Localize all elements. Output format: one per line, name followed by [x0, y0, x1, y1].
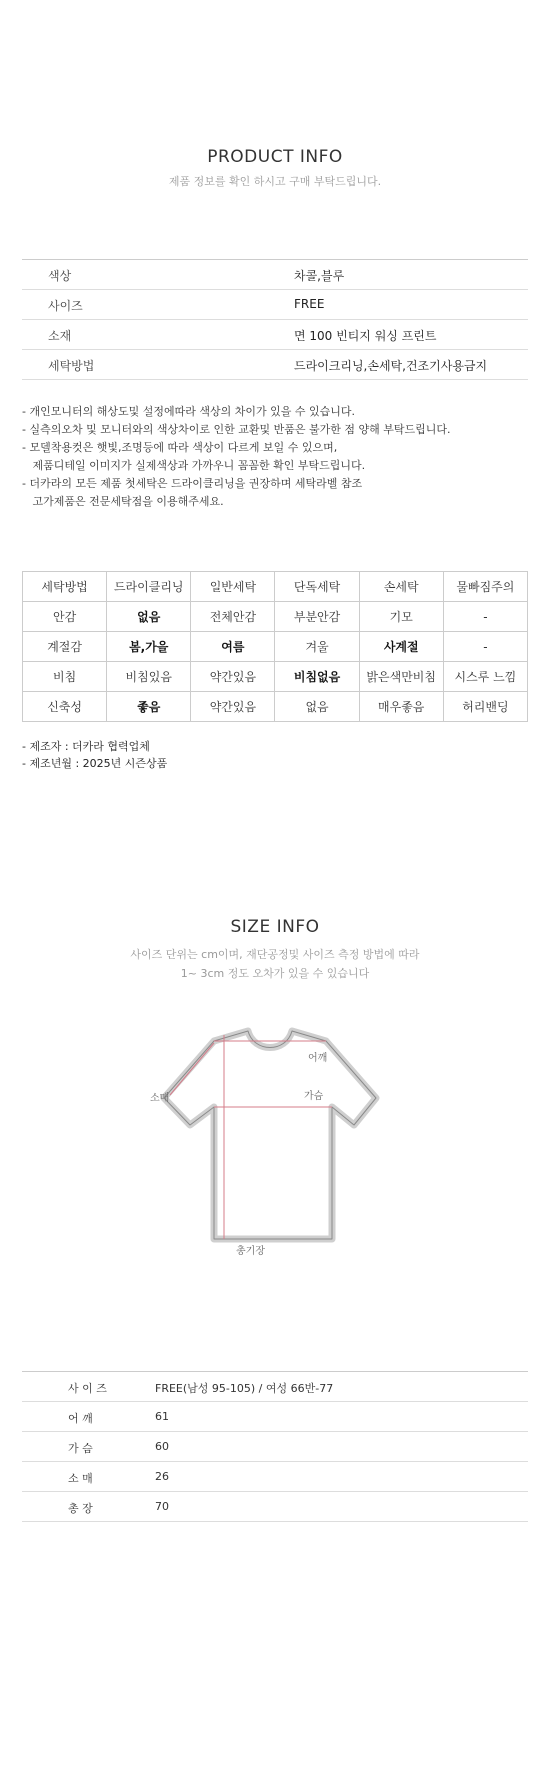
- care-cell: 없음: [275, 692, 359, 722]
- size-info-subtitle-1: 사이즈 단위는 cm이며, 재단공정및 사이즈 측정 방법에 따라: [130, 948, 420, 961]
- size-row: [22, 1432, 528, 1462]
- care-cell: 부분안감: [275, 602, 359, 632]
- care-cell: 비침: [23, 662, 107, 692]
- note-line: - 개인모니터의 해상도및 설정에따라 색상의 차이가 있을 수 있습니다.: [22, 405, 355, 418]
- note-line: - 모델착용컷은 햇빛,조명등에 따라 색상이 다르게 보일 수 있으며,: [22, 441, 338, 454]
- info-row-size: [22, 290, 528, 320]
- manufacture-date: - 제조년월 : 2025년 시즌상품: [22, 757, 168, 770]
- size-label: 총 장: [68, 1502, 93, 1515]
- tshirt-diagram: [150, 1025, 390, 1255]
- sleeve-label: 소매: [150, 1093, 170, 1104]
- size-value: 60: [155, 1440, 169, 1453]
- care-cell: 약간있음: [191, 662, 275, 692]
- care-cell: 허리밴딩: [443, 692, 527, 722]
- length-label: 총기장: [236, 1246, 265, 1257]
- manufacturer: - 제조자 : 더카라 협력업체: [22, 740, 150, 753]
- size-row: [22, 1402, 528, 1432]
- info-value: 면 100 빈티지 워싱 프린트: [294, 329, 437, 343]
- size-value: 61: [155, 1410, 169, 1423]
- care-cell: 비침있음: [107, 662, 191, 692]
- size-row: [22, 1462, 528, 1492]
- care-row: [23, 632, 528, 662]
- info-label: 색상: [48, 269, 72, 283]
- note-line: - 실측의오차 및 모니터와의 색상차이로 인한 교환및 반품은 불가한 점 양해 부탁드립니다.: [22, 423, 451, 436]
- care-cell: 신축성: [23, 692, 107, 722]
- care-table: [22, 571, 528, 722]
- size-label: 어 깨: [68, 1412, 93, 1425]
- care-cell: 계절감: [23, 632, 107, 662]
- maker-info: [22, 738, 167, 772]
- product-info-table: [22, 259, 528, 380]
- care-cell: 기모: [359, 602, 443, 632]
- size-value: 26: [155, 1470, 169, 1483]
- size-label: 가 슴: [68, 1442, 93, 1455]
- note-line: - 더카라의 모든 제품 첫세탁은 드라이클리닝을 권장하며 세탁라벨 참조: [22, 477, 363, 490]
- care-cell: 단독세탁: [275, 572, 359, 602]
- info-label: 사이즈: [48, 299, 83, 313]
- care-cell-selected: 없음: [107, 602, 191, 632]
- care-cell: 약간있음: [191, 692, 275, 722]
- shoulder-label: 어깨: [308, 1053, 328, 1064]
- care-cell-selected: 봄,가을: [107, 632, 191, 662]
- care-cell-selected: 여름: [191, 632, 275, 662]
- size-label: 사 이 즈: [68, 1382, 107, 1395]
- care-cell: 안감: [23, 602, 107, 632]
- info-value: FREE: [294, 297, 325, 311]
- care-cell: 일반세탁: [191, 572, 275, 602]
- info-row-washing: [22, 350, 528, 380]
- care-cell: -: [443, 632, 527, 662]
- size-label: 소 매: [68, 1472, 93, 1485]
- care-cell: 겨울: [275, 632, 359, 662]
- info-label: 소재: [48, 329, 72, 343]
- chest-label: 가슴: [304, 1091, 324, 1102]
- info-value: 차콜,블루: [294, 269, 345, 283]
- info-row-color: [22, 260, 528, 290]
- product-info-title: PRODUCT INFO: [207, 147, 343, 167]
- size-info-title: SIZE INFO: [230, 917, 320, 937]
- care-row: [23, 692, 528, 722]
- size-row: [22, 1372, 528, 1402]
- care-cell: 드라이클리닝: [107, 572, 191, 602]
- care-row: [23, 662, 528, 692]
- size-row: [22, 1492, 528, 1522]
- care-cell: 손세탁: [359, 572, 443, 602]
- note-line: 제품디테일 이미지가 실제색상과 가까우니 꼼꼼한 확인 부탁드립니다.: [22, 459, 366, 472]
- info-value: 드라이크리닝,손세탁,건조기사용금지: [294, 359, 488, 373]
- size-table: [22, 1371, 528, 1522]
- care-cell-selected: 사계절: [359, 632, 443, 662]
- tshirt-outline-icon: [150, 1025, 390, 1255]
- care-cell: 물빠짐주의: [443, 572, 527, 602]
- note-line: 고가제품은 전문세탁점을 이용해주세요.: [22, 495, 224, 508]
- care-cell: 세탁방법: [23, 572, 107, 602]
- care-cell-selected: 비침없음: [275, 662, 359, 692]
- care-cell: 전체안감: [191, 602, 275, 632]
- care-cell: 밝은색만비침: [359, 662, 443, 692]
- product-info-subtitle: 제품 정보를 확인 하시고 구매 부탁드립니다.: [168, 175, 382, 188]
- size-value: 70: [155, 1500, 169, 1513]
- care-cell: 시스루 느낌: [443, 662, 527, 692]
- info-label: 세탁방법: [48, 359, 95, 373]
- care-row: [23, 602, 528, 632]
- size-value: FREE(남성 95-105) / 여성 66반-77: [155, 1382, 334, 1395]
- care-cell-selected: 좋음: [107, 692, 191, 722]
- size-info-subtitle-2: 1~ 3cm 정도 오차가 있을 수 있습니다: [180, 967, 370, 980]
- care-cell: 매우좋음: [359, 692, 443, 722]
- care-cell: -: [443, 602, 527, 632]
- notes: [22, 403, 532, 511]
- info-row-material: [22, 320, 528, 350]
- care-row: [23, 572, 528, 602]
